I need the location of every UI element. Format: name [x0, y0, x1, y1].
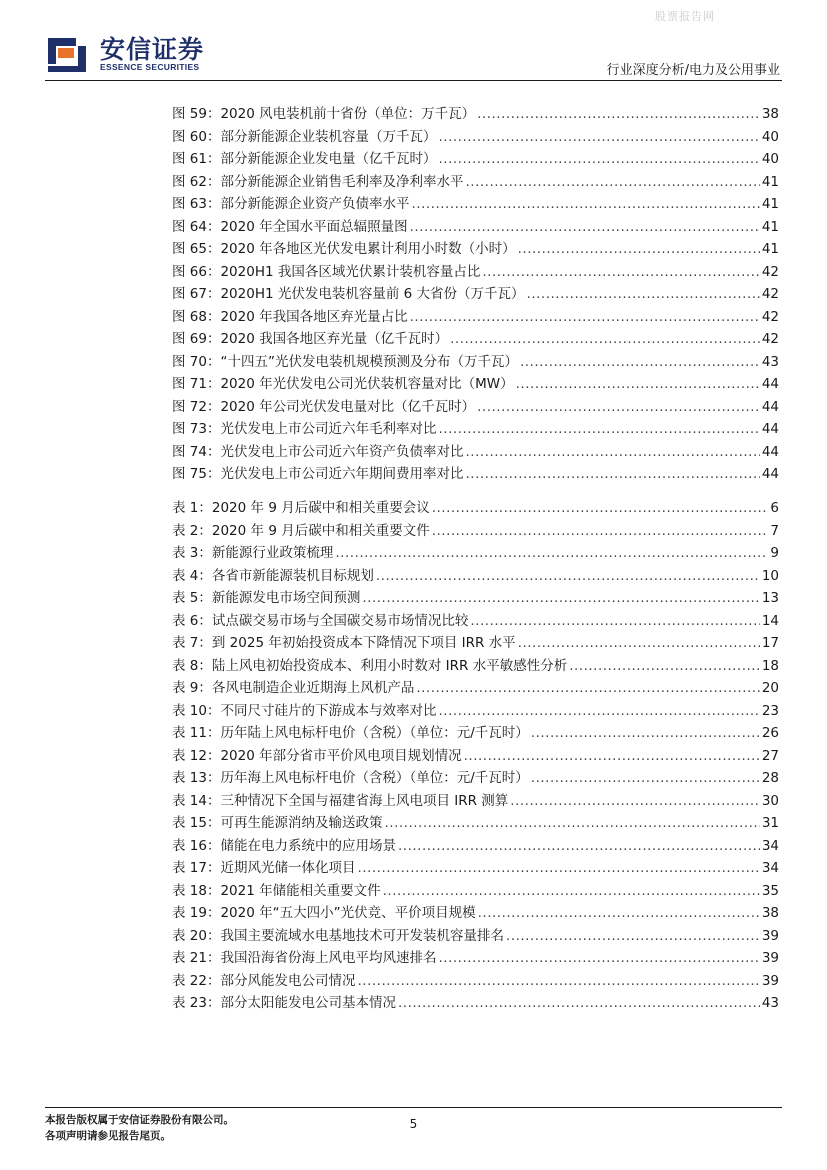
table-entry-label: 表 7：到 2025 年初始投资成本下降情况下项目 IRR 水平: [172, 635, 516, 651]
dot-leader: [531, 722, 760, 745]
figure-entry-page: 42: [761, 263, 779, 280]
figure-entry-label: 图 68：2020 年我国各地区弃光量占比: [172, 308, 408, 325]
dot-leader: [516, 373, 760, 396]
figure-entry-page: 44: [761, 421, 779, 437]
figure-entry-page: 41: [761, 173, 779, 190]
table-entry-page: 28: [761, 770, 779, 786]
table-entry[interactable]: [172, 565, 779, 588]
table-entry[interactable]: [172, 880, 779, 903]
figure-entry-page: 42: [761, 331, 779, 347]
table-entry-label: 表 21：我国沿海省份海上风电平均风速排名: [172, 950, 437, 966]
table-entry-page: 43: [761, 995, 779, 1011]
figure-entry[interactable]: [172, 103, 779, 126]
table-entry-label: 表 10：不同尺寸硅片的下游成本与效率对比: [172, 702, 437, 719]
dot-leader: [398, 992, 760, 1015]
figure-entry-label: 图 60：部分新能源企业装机容量（万千瓦）: [172, 128, 437, 145]
table-entry-label: 表 3：新能源行业政策梳理: [172, 545, 334, 561]
table-entry-page: 35: [761, 882, 779, 899]
table-entry-page: 39: [761, 950, 779, 966]
figure-entry[interactable]: [172, 306, 779, 329]
dot-leader: [384, 812, 759, 835]
figure-entry-label: 图 73：光伏发电上市公司近六年毛利率对比: [172, 421, 437, 437]
table-entry-page: 23: [761, 702, 779, 719]
table-entry-page: 31: [761, 815, 779, 831]
table-entry-page: 9: [770, 545, 779, 561]
table-entry[interactable]: [172, 992, 779, 1015]
dot-leader: [438, 126, 759, 149]
dot-leader: [410, 306, 760, 329]
figure-entry[interactable]: [172, 463, 779, 486]
figure-entry[interactable]: [172, 148, 779, 171]
company-name-cn: 安信证券: [100, 35, 205, 64]
figure-entry-label: 图 69：2020 我国各地区弃光量（亿千瓦时）: [172, 331, 449, 347]
figure-entry[interactable]: [172, 171, 779, 194]
figure-entry[interactable]: [172, 373, 779, 396]
page-number: 5: [409, 1117, 418, 1131]
table-entry[interactable]: [172, 947, 779, 970]
figure-entry[interactable]: [172, 418, 779, 441]
table-entry[interactable]: [172, 587, 779, 610]
table-entry-page: 27: [761, 747, 779, 764]
figure-entry[interactable]: [172, 126, 779, 149]
table-entry-label: 表 9：各风电制造企业近期海上风机产品: [172, 680, 415, 696]
table-entry-label: 表 13：历年海上风电标杆电价（含税）（单位：元/千瓦时）: [172, 770, 529, 786]
dot-leader: [464, 745, 760, 768]
figure-entry[interactable]: [172, 261, 779, 284]
figure-entry-label: 图 63：部分新能源企业资产负债率水平: [172, 196, 410, 212]
figure-entry-page: 44: [761, 443, 779, 460]
dot-leader: [477, 103, 760, 126]
dot-leader: [432, 497, 769, 520]
table-entry[interactable]: [172, 745, 779, 768]
dot-leader: [477, 396, 760, 419]
table-entry-label: 表 16：储能在电力系统中的应用场景: [172, 837, 396, 854]
dot-leader: [438, 148, 759, 171]
dot-leader: [465, 171, 759, 194]
footer-divider: [45, 1107, 782, 1108]
dot-leader: [478, 902, 760, 925]
figure-entry[interactable]: [172, 441, 779, 464]
table-entry[interactable]: [172, 520, 779, 543]
table-entry-page: 30: [761, 792, 779, 809]
table-entry-label: 表 19：2020 年“五大四小”光伏竞、平价项目规模: [172, 905, 476, 921]
table-entry[interactable]: [172, 925, 779, 948]
figure-entry-page: 43: [761, 353, 779, 370]
table-entry-label: 表 8：陆上风电初始投资成本、利用小时数对 IRR 水平敏感性分析: [172, 657, 568, 674]
table-entry[interactable]: [172, 857, 779, 880]
table-entry[interactable]: [172, 722, 779, 745]
dot-leader: [527, 283, 760, 306]
figure-entry[interactable]: [172, 216, 779, 239]
table-entry[interactable]: [172, 497, 779, 520]
figure-entry-page: 44: [761, 398, 779, 415]
dot-leader: [520, 351, 760, 374]
table-entry-label: 表 12：2020 年部分省市平价风电项目规划情况: [172, 747, 462, 764]
copyright-note: 本报告版权属于安信证券股份有限公司。: [45, 1114, 234, 1126]
table-entry-page: 18: [761, 657, 779, 674]
table-entry-label: 表 2：2020 年 9 月后碳中和相关重要文件: [172, 522, 430, 539]
figure-entry-page: 44: [761, 466, 779, 482]
table-entry-label: 表 18：2021 年储能相关重要文件: [172, 882, 381, 899]
figure-entry-label: 图 67：2020H1 光伏发电装机容量前 6 大省份（万千瓦）: [172, 286, 525, 302]
table-entry-label: 表 5：新能源发电市场空间预测: [172, 590, 361, 606]
figure-entry-label: 图 65：2020 年各地区光伏发电累计利用小时数（小时）: [172, 241, 516, 257]
watermark-text: 股票报告网: [655, 10, 715, 23]
dot-leader: [432, 520, 769, 543]
table-entry-label: 表 1：2020 年 9 月后碳中和相关重要会议: [172, 500, 430, 516]
table-entry[interactable]: [172, 767, 779, 790]
dot-leader: [450, 328, 760, 351]
disclaimer-note: 各项声明请参见报告尾页。: [45, 1130, 171, 1142]
figure-entry[interactable]: [172, 238, 779, 261]
figure-entry[interactable]: [172, 283, 779, 306]
figure-entry[interactable]: [172, 396, 779, 419]
dot-leader: [465, 463, 759, 486]
table-entry-page: 20: [761, 680, 779, 696]
figure-entry-page: 40: [761, 128, 779, 145]
figure-entry-page: 38: [761, 106, 779, 122]
dot-leader: [376, 565, 760, 588]
table-entry-label: 表 15：可再生能源消纳及输送政策: [172, 815, 383, 831]
table-entry[interactable]: [172, 835, 779, 858]
table-entry-page: 38: [761, 905, 779, 921]
table-entry-label: 表 6：试点碳交易市场与全国碳交易市场情况比较: [172, 612, 469, 629]
table-entry[interactable]: [172, 970, 779, 993]
table-entry[interactable]: [172, 542, 779, 565]
table-entry[interactable]: [172, 610, 779, 633]
figure-entry[interactable]: [172, 351, 779, 374]
figure-entry-page: 44: [761, 376, 779, 392]
dot-leader: [569, 655, 760, 678]
table-entry[interactable]: [172, 902, 779, 925]
figure-entry[interactable]: [172, 328, 779, 351]
table-entry-label: 表 20：我国主要流域水电基地技术可开发装机容量排名: [172, 927, 504, 944]
figure-entry-page: 41: [761, 218, 779, 235]
dot-leader: [416, 677, 759, 700]
dot-leader: [398, 835, 760, 858]
dot-leader: [506, 925, 760, 948]
table-entry-label: 表 11：历年陆上风电标杆电价（含税）（单位：元/千瓦时）: [172, 725, 529, 741]
table-entry-label: 表 4：各省市新能源装机目标规划: [172, 567, 374, 584]
figure-entry[interactable]: [172, 193, 779, 216]
dot-leader: [411, 193, 759, 216]
dot-leader: [470, 610, 759, 633]
figure-entry-label: 图 74：光伏发电上市公司近六年资产负债率对比: [172, 443, 464, 460]
table-entry-page: 13: [761, 590, 779, 606]
table-entry-page: 10: [761, 567, 779, 584]
table-entry-page: 17: [761, 635, 779, 651]
dot-leader: [357, 970, 759, 993]
table-entry[interactable]: [172, 700, 779, 723]
figure-entry-page: 42: [761, 308, 779, 325]
table-entry-page: 26: [761, 725, 779, 741]
dot-leader: [518, 238, 760, 261]
figure-entry-label: 图 71：2020 年光伏发电公司光伏装机容量对比（MW）: [172, 376, 514, 392]
report-category: 行业深度分析/电力及公用事业: [606, 63, 780, 78]
dot-leader: [357, 857, 759, 880]
header-divider: [45, 80, 782, 81]
table-entry[interactable]: [172, 812, 779, 835]
dot-leader: [438, 700, 759, 723]
table-entry-label: 表 14：三种情况下全国与福建省海上风电项目 IRR 测算: [172, 792, 509, 809]
figure-entry-page: 41: [761, 241, 779, 257]
dot-leader: [383, 880, 760, 903]
table-entry[interactable]: [172, 790, 779, 813]
figure-entry-label: 图 61：部分新能源企业发电量（亿千瓦时）: [172, 151, 437, 167]
figure-entry-label: 图 70：“十四五”光伏发电装机规模预测及分布（万千瓦）: [172, 353, 518, 370]
figure-entry-label: 图 64：2020 年全国水平面总辐照量图: [172, 218, 408, 235]
company-name-en: ESSENCE SECURITIES: [100, 62, 200, 72]
table-entry-page: 6: [770, 500, 779, 516]
dot-leader: [438, 418, 759, 441]
table-entry-label: 表 22：部分风能发电公司情况: [172, 972, 356, 989]
figure-entry-label: 图 72：2020 年公司光伏发电量对比（亿千瓦时）: [172, 398, 476, 415]
dot-leader: [335, 542, 768, 565]
table-entry[interactable]: [172, 632, 779, 655]
figure-entry-page: 40: [761, 151, 779, 167]
table-entry-page: 7: [770, 522, 779, 539]
dot-leader: [362, 587, 759, 610]
dot-leader: [465, 441, 759, 464]
table-entry-page: 39: [761, 972, 779, 989]
table-entry-page: 39: [761, 927, 779, 944]
figure-entry-page: 42: [761, 286, 779, 302]
dot-leader: [510, 790, 760, 813]
table-entry-label: 表 17：近期风光储一体化项目: [172, 860, 356, 876]
dot-leader: [482, 261, 759, 284]
table-list: [172, 497, 779, 1015]
figure-entry-label: 图 62：部分新能源企业销售毛利率及净利率水平: [172, 173, 464, 190]
dot-leader: [410, 216, 760, 239]
table-entry[interactable]: [172, 655, 779, 678]
figure-entry-label: 图 75：光伏发电上市公司近六年期间费用率对比: [172, 466, 464, 482]
table-entry-page: 14: [761, 612, 779, 629]
figure-entry-label: 图 66：2020H1 我国各区域光伏累计装机容量占比: [172, 263, 481, 280]
figure-entry-page: 41: [761, 196, 779, 212]
dot-leader: [518, 632, 760, 655]
dot-leader: [438, 947, 759, 970]
table-entry-page: 34: [761, 860, 779, 876]
table-entry[interactable]: [172, 677, 779, 700]
table-entry-label: 表 23：部分太阳能发电公司基本情况: [172, 995, 396, 1011]
table-entry-page: 34: [761, 837, 779, 854]
company-logo-icon: [46, 30, 88, 72]
dot-leader: [531, 767, 760, 790]
figure-entry-label: 图 59：2020 风电装机前十省份（单位：万千瓦）: [172, 106, 476, 122]
figure-list: [172, 103, 779, 486]
